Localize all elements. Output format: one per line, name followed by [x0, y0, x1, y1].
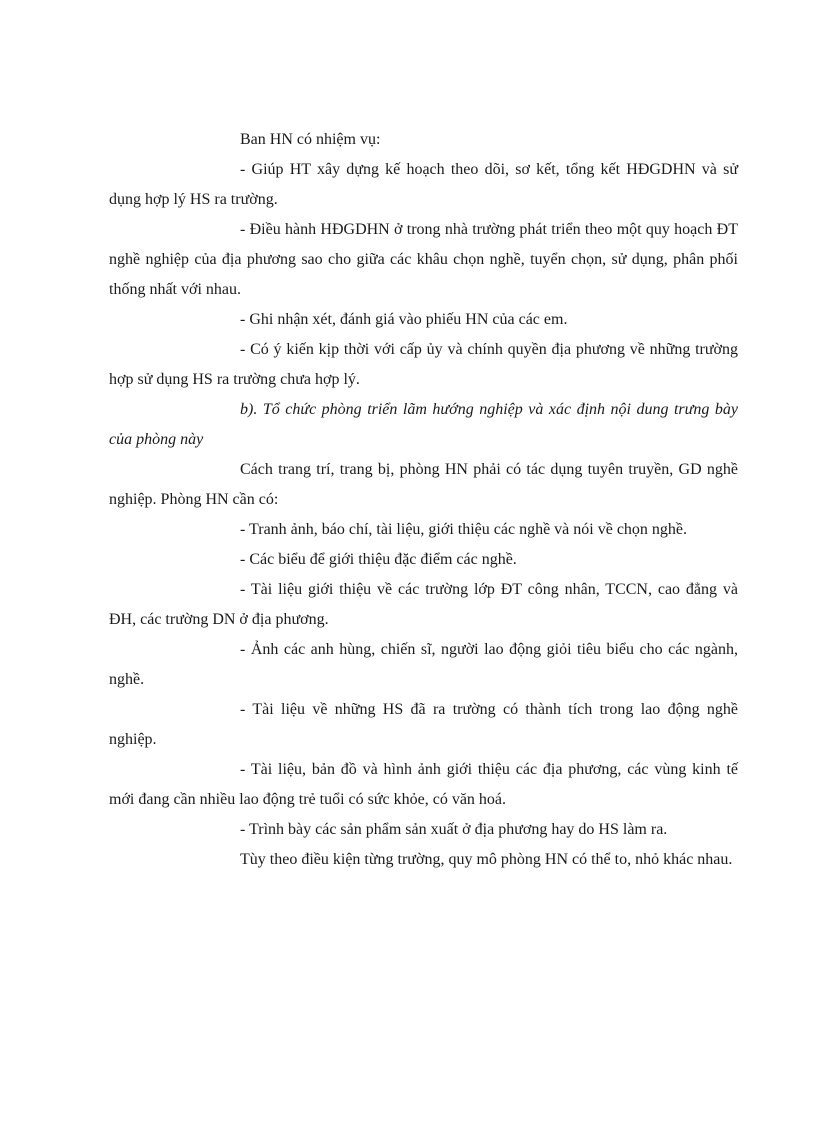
paragraph-item-pictures: - Tranh ảnh, báo chí, tài liệu, giới thiệu các nghề và nói về chọn nghề.: [240, 521, 688, 538]
paragraph-item-heroes: - Ảnh các anh hùng, chiến sĩ, người lao động giỏi tiêu biểu cho các ngành, nghề.: [109, 641, 738, 688]
paragraph-closing: Tùy theo điều kiện từng trường, quy mô phòng HN có thể to, nhỏ khác nhau.: [240, 851, 733, 868]
paragraph-item-products: - Trình bày các sản phẩm sản xuất ở địa phương hay do HS làm ra.: [240, 821, 668, 838]
paragraph-room-setup: Cách trang trí, trang bị, phòng HN phải có tác dụng tuyên truyền, GD nghề nghiệp. Phòng HN cần có:: [109, 461, 738, 508]
paragraph-item-charts: - Các biểu để giới thiệu đặc điểm các nghề.: [240, 551, 517, 568]
document-body: [109, 125, 738, 875]
paragraph-duty-plan: - Giúp HT xây dựng kế hoạch theo dõi, sơ kết, tổng kết HĐGDHN và sử dụng hợp lý HS ra trường.: [109, 161, 738, 208]
paragraph-ban-hn-duties: Ban HN có nhiệm vụ:: [240, 131, 381, 148]
paragraph-duty-evaluate: - Ghi nhận xét, đánh giá vào phiếu HN của các em.: [240, 311, 568, 328]
paragraph-item-alumni: - Tài liệu về những HS đã ra trường có thành tích trong lao động nghề nghiệp.: [109, 701, 738, 748]
paragraph-duty-advise: - Có ý kiến kịp thời với cấp ủy và chính quyền địa phương về những trường hợp sử dụng HS ra trường chưa hợp lý.: [109, 341, 738, 388]
paragraph-item-schools: - Tài liệu giới thiệu về các trường lớp ĐT công nhân, TCCN, cao đẳng và ĐH, các trường DN ở địa phương.: [109, 581, 738, 628]
paragraph-duty-operate: - Điều hành HĐGDHN ở trong nhà trường phát triển theo một quy hoạch ĐT nghề nghiệp của địa phương sao cho giữa các khâu chọn nghề, tuyển chọn, sử dụng, phân phối thống nhất với nhau.: [109, 221, 738, 298]
section-heading-exhibition: b). Tổ chức phòng triển lãm hướng nghiệp và xác định nội dung trưng bày của phòng này: [109, 401, 738, 448]
paragraph-item-maps: - Tài liệu, bản đồ và hình ảnh giới thiệu các địa phương, các vùng kinh tế mới đang cần nhiều lao động trẻ tuổi có sức khỏe, có văn hoá.: [109, 761, 738, 808]
